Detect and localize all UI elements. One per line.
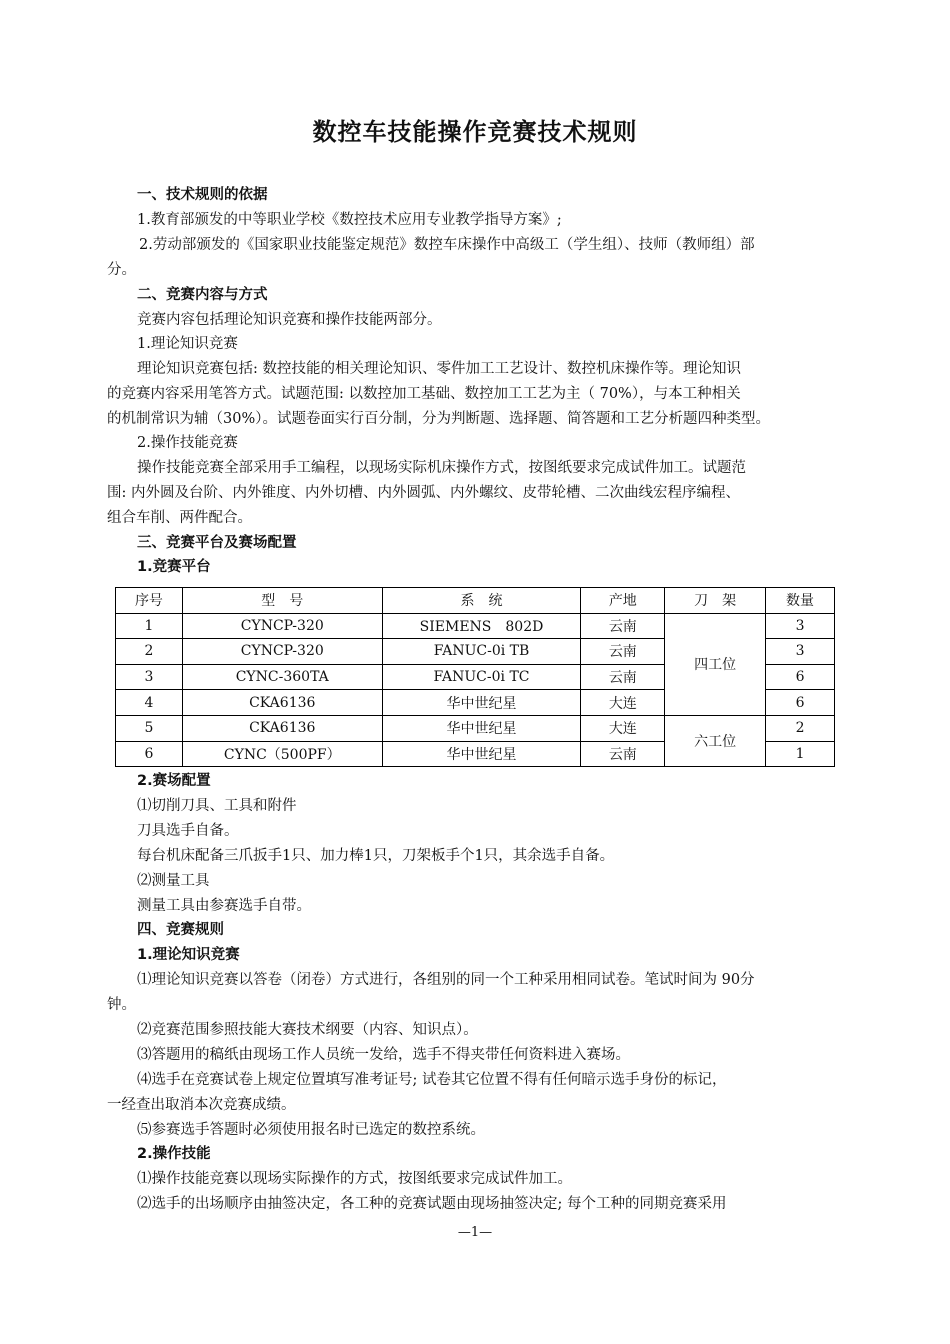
cell-origin: 云南: [581, 664, 665, 690]
header-cell: 系 统: [382, 588, 581, 614]
header-cell: 刀 架: [665, 588, 766, 614]
cell-origin: 云南: [581, 741, 665, 767]
cell-origin: 云南: [581, 639, 665, 665]
cell-turret-six: 六工位: [665, 715, 766, 766]
sec1-para-2b: 分。: [107, 262, 136, 278]
cell-model: CKA6136: [182, 715, 382, 741]
sec4-sub-1: 1.理论知识竞赛: [137, 947, 240, 963]
cell-qty: 2: [766, 715, 835, 741]
sec3-item-2a: 测量工具由参赛选手自带。: [137, 898, 311, 914]
sec2-p2a: 操作技能竞赛全部采用手工编程，以现场实际机床操作方式，按图纸要求完成试件加工。试题范: [137, 460, 746, 476]
sec4-sub-2: 2.操作技能: [137, 1146, 211, 1162]
header-cell: 数量: [766, 588, 835, 614]
section-2-heading: 二、竞赛内容与方式: [137, 287, 268, 303]
sec2-p1c: 的机制常识为辅（30%）。试题卷面实行百分制，分为判断题、选择题、简答题和工艺分析题四种类型。: [107, 411, 770, 427]
sec2-p2c: 组合车削、两件配合。: [107, 510, 252, 526]
page-title: 数控车技能操作竞赛技术规则: [312, 118, 638, 146]
sec3-item-1: ⑴切削刀具、工具和附件: [137, 798, 297, 814]
table-header-row: [116, 588, 835, 614]
section-3-heading: 三、竞赛平台及赛场配置: [137, 535, 297, 551]
sec2-sub-2: 2.操作技能竞赛: [137, 435, 238, 451]
sec4-rule-1b: 钟。: [107, 997, 136, 1013]
platform-table: [115, 587, 835, 767]
cell-model: CKA6136: [182, 690, 382, 716]
sec2-sub-1: 1.理论知识竞赛: [137, 336, 238, 352]
header-cell: 型 号: [182, 588, 382, 614]
cell-origin: 云南: [581, 613, 665, 639]
sec4-rule-3: ⑶答题用的稿纸由现场工作人员统一发给，选手不得夹带任何资料进入赛场。: [137, 1047, 630, 1063]
cell-qty: 6: [766, 690, 835, 716]
cell-no: 1: [116, 613, 183, 639]
sec4-skill-2: ⑵选手的出场顺序由抽签决定，各工种的竞赛试题由现场抽签决定; 每个工种的同期竞赛采用: [137, 1196, 727, 1212]
cell-system: SIEMENS 802D: [382, 613, 581, 639]
cell-system: FANUC-0i TC: [382, 664, 581, 690]
sec3-item-1a: 刀具选手自备。: [137, 823, 239, 839]
header-cell: 序号: [116, 588, 183, 614]
cell-qty: 3: [766, 639, 835, 665]
cell-origin: 大连: [581, 690, 665, 716]
sec1-para-1: 1.教育部颁发的中等职业学校《数控技术应用专业教学指导方案》;: [137, 212, 562, 228]
cell-qty: 6: [766, 664, 835, 690]
sec1-para-2a: 2.劳动部颁发的《国家职业技能鉴定规范》数控车床操作中高级工（学生组）、技师（教师组）部: [139, 237, 755, 253]
sec3-sub-1: 1.竞赛平台: [137, 559, 211, 575]
cell-no: 6: [116, 741, 183, 767]
sec2-p1b: 的竞赛内容采用笔答方式。试题范围: 以数控加工基础、数控加工工艺为主（ 70%），与本工种相关: [107, 386, 741, 402]
sec4-skill-1: ⑴操作技能竞赛以现场实际操作的方式，按图纸要求完成试件加工。: [137, 1171, 572, 1187]
cell-model: CYNC-360TA: [182, 664, 382, 690]
sec4-rule-2: ⑵竞赛范围参照技能大赛技术纲要（内容、知识点）。: [137, 1022, 478, 1038]
cell-no: 3: [116, 664, 183, 690]
cell-no: 5: [116, 715, 183, 741]
sec2-p2b: 围: 内外圆及台阶、内外锥度、内外切槽、内外圆弧、内外螺纹、皮带轮槽、二次曲线宏程序编程、: [107, 485, 740, 501]
sec4-rule-4b: 一经查出取消本次竞赛成绩。: [107, 1097, 296, 1113]
sec2-p1a: 理论知识竞赛包括: 数控技能的相关理论知识、零件加工工艺设计、数控机床操作等。理论知识: [137, 361, 741, 377]
sec4-rule-4a: ⑷选手在竞赛试卷上规定位置填写准考证号; 试卷其它位置不得有任何暗示选手身份的标记，: [137, 1072, 727, 1088]
cell-origin: 大连: [581, 715, 665, 741]
cell-model: CYNCP-320: [182, 613, 382, 639]
sec2-intro: 竞赛内容包括理论知识竞赛和操作技能两部分。: [137, 312, 442, 328]
sec3-item-1b: 每台机床配备三爪扳手1只、加力棒1只，刀架板手个1只，其余选手自备。: [137, 848, 615, 864]
section-4-heading: 四、竞赛规则: [137, 922, 224, 938]
cell-system: 华中世纪星: [382, 715, 581, 741]
header-cell: 产地: [581, 588, 665, 614]
cell-system: FANUC-0i TB: [382, 639, 581, 665]
cell-system: 华中世纪星: [382, 741, 581, 767]
sec3-sub-2: 2.赛场配置: [137, 773, 211, 789]
cell-turret-four: 四工位: [665, 613, 766, 715]
sec3-item-2: ⑵测量工具: [137, 873, 210, 889]
table-row: [116, 715, 835, 741]
cell-system: 华中世纪星: [382, 690, 581, 716]
cell-qty: 1: [766, 741, 835, 767]
table-row: [116, 613, 835, 639]
sec4-rule-1a: ⑴理论知识竞赛以答卷（闭卷）方式进行，各组别的同一个工种采用相同试卷。笔试时间为 90分: [137, 972, 755, 988]
cell-model: CYNC（500PF）: [182, 741, 382, 767]
cell-no: 2: [116, 639, 183, 665]
cell-qty: 3: [766, 613, 835, 639]
page-number: —1—: [457, 1225, 493, 1240]
cell-model: CYNCP-320: [182, 639, 382, 665]
cell-no: 4: [116, 690, 183, 716]
section-1-heading: 一、技术规则的依据: [137, 187, 268, 203]
sec4-rule-5: ⑸参赛选手答题时必须使用报名时已选定的数控系统。: [137, 1122, 485, 1138]
